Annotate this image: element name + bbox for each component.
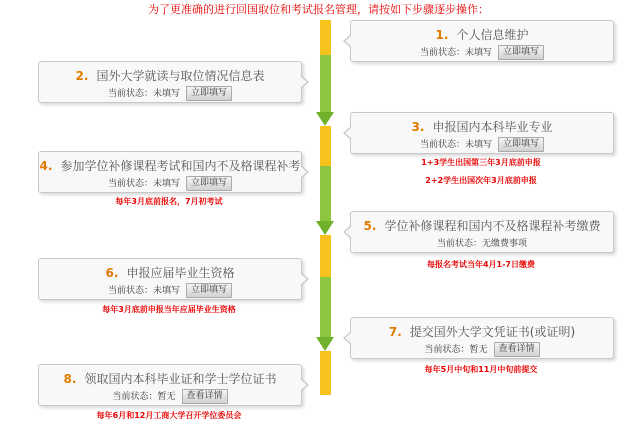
- step-number: 8.: [63, 372, 77, 386]
- fill-in-button[interactable]: 立即填写: [186, 176, 232, 191]
- arrow-down-icon: [316, 221, 334, 235]
- status-label: 当前状态：: [112, 392, 158, 402]
- step-status: [351, 236, 613, 249]
- deadline-note: 每年5月中旬和11月中旬前提交: [424, 365, 538, 374]
- deadline-note: 1+3学生出国第三年3月底前申报: [421, 158, 541, 167]
- step-title-text: 提交国外大学文凭证书(或证明): [409, 325, 576, 339]
- step-card-1: [350, 20, 614, 62]
- step-card-7: [350, 317, 614, 359]
- view-details-button[interactable]: 查看详情: [494, 342, 540, 357]
- spine-segment: [320, 351, 331, 395]
- status-label: 当前状态：: [107, 89, 153, 99]
- step-title: [351, 26, 613, 43]
- step-number: 1.: [435, 28, 449, 42]
- arrow-down-icon: [316, 112, 334, 126]
- spine-segment: [320, 20, 331, 55]
- deadline-note: 每年3月底前申报当年应届毕业生资格: [102, 305, 236, 314]
- status-label: 当前状态：: [107, 286, 153, 296]
- step-title-text: 学位补修课程和国内不及格课程补考缴费: [384, 219, 601, 233]
- spine-segment: [320, 277, 331, 337]
- view-details-button[interactable]: 查看详情: [182, 389, 228, 404]
- deadline-note: 每年6月和12月工商大学召开学位委员会: [96, 411, 242, 420]
- status-value: 未填写: [464, 140, 492, 150]
- step-title: [39, 264, 301, 281]
- step-card-5: [350, 211, 614, 253]
- step-status: [351, 45, 613, 60]
- status-label: 当前状态：: [436, 239, 482, 249]
- step-title: [351, 118, 613, 135]
- instructions-heading: 为了更准确的进行回国取位和考试报名管理，请按如下步骤逐步操作：: [148, 3, 489, 16]
- status-label: 当前状态：: [107, 179, 153, 189]
- status-value: 暂无: [157, 392, 176, 402]
- deadline-note: 每年3月底前报名，7月初考试: [115, 197, 223, 206]
- step-number: 3.: [411, 120, 425, 134]
- step-card-2: [38, 61, 302, 103]
- spine-segment: [320, 166, 331, 221]
- step-status: [39, 283, 301, 298]
- step-number: 7.: [388, 325, 402, 339]
- step-title-text: 参加学位补修课程考试和国内不及格课程补考: [60, 159, 301, 173]
- status-value: 未填写: [152, 286, 180, 296]
- step-title-text: 个人信息维护: [456, 28, 529, 42]
- step-status: [39, 86, 301, 101]
- step-title: [351, 217, 613, 234]
- step-title: [39, 157, 301, 174]
- step-card-6: [38, 258, 302, 300]
- step-title: [351, 323, 613, 340]
- step-title-text: 申报应届毕业生资格: [126, 266, 235, 280]
- step-number: 2.: [75, 69, 89, 83]
- status-value: 未填写: [152, 89, 180, 99]
- step-status: [39, 176, 301, 191]
- step-number: 5.: [363, 219, 377, 233]
- step-title: [39, 67, 301, 84]
- deadline-note: 2+2学生出国次年3月底前申报: [425, 176, 537, 185]
- step-card-3: [350, 112, 614, 154]
- step-title-text: 国外大学就读与取位情况信息表: [96, 69, 265, 83]
- status-label: 当前状态：: [419, 48, 465, 58]
- step-title: [39, 370, 301, 387]
- step-status: [351, 137, 613, 152]
- step-title-text: 领取国内本科毕业证和学士学位证书: [84, 372, 277, 386]
- step-status: [39, 389, 301, 404]
- arrow-down-icon: [316, 337, 334, 351]
- status-label: 当前状态：: [424, 345, 470, 355]
- step-card-8: [38, 364, 302, 406]
- status-value: 暂无: [469, 345, 488, 355]
- fill-in-button[interactable]: 立即填写: [186, 86, 232, 101]
- status-value: 无缴费事项: [482, 239, 528, 249]
- status-value: 未填写: [464, 48, 492, 58]
- step-number: 6.: [105, 266, 119, 280]
- spine-segment: [320, 126, 331, 166]
- step-number: 4.: [39, 159, 53, 173]
- status-value: 未填写: [152, 179, 180, 189]
- step-card-4: [38, 151, 302, 193]
- fill-in-button[interactable]: 立即填写: [186, 283, 232, 298]
- step-status: [351, 342, 613, 357]
- step-title-text: 申报国内本科毕业专业: [432, 120, 553, 134]
- fill-in-button[interactable]: 立即填写: [498, 137, 544, 152]
- spine-segment: [320, 55, 331, 112]
- deadline-note: 每报名考试当年4月1-7日缴费: [426, 260, 536, 269]
- status-label: 当前状态：: [419, 140, 465, 150]
- spine-segment: [320, 235, 331, 277]
- fill-in-button[interactable]: 立即填写: [498, 45, 544, 60]
